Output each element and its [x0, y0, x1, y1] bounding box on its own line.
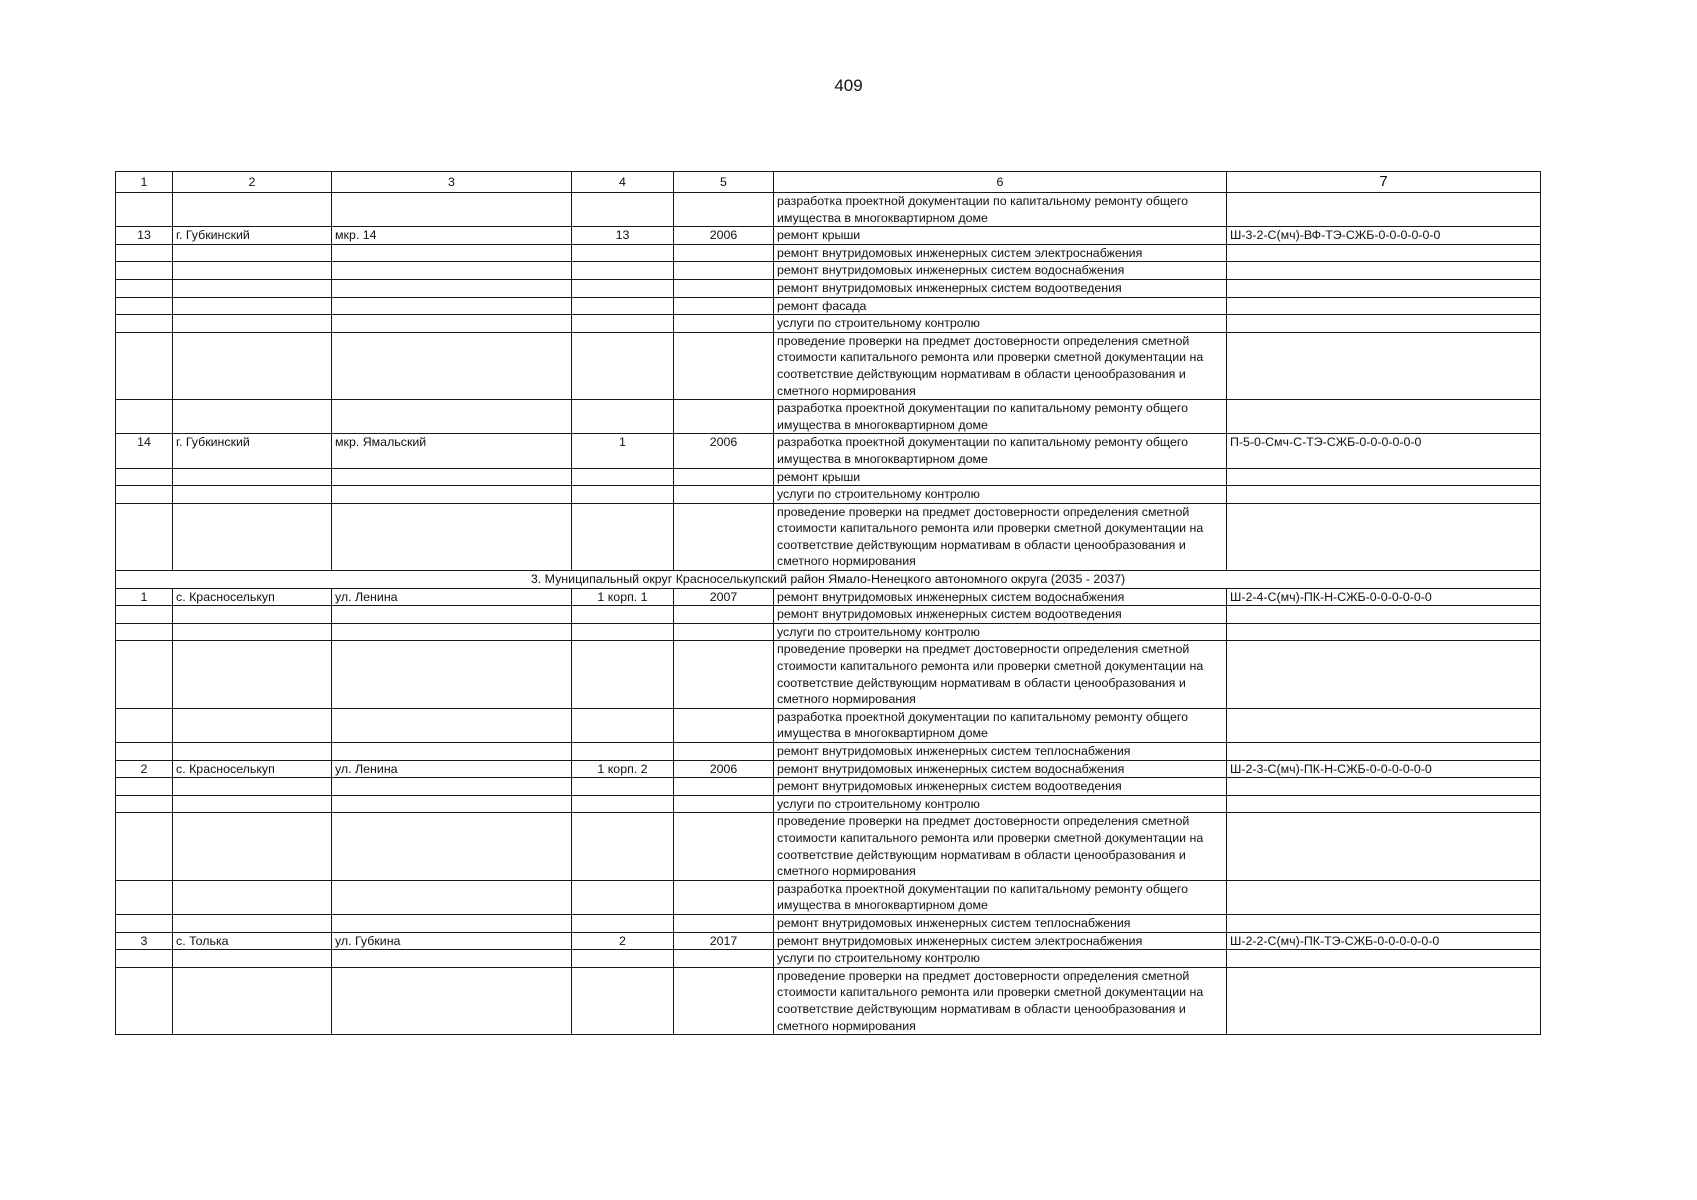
cell-year [674, 950, 774, 968]
cell-year [674, 967, 774, 1034]
cell-street [332, 778, 572, 796]
cell-house: 1 [572, 434, 674, 468]
cell-year [674, 914, 774, 932]
cell-street [332, 193, 572, 227]
cell-num [116, 315, 173, 333]
table-row [116, 434, 1541, 468]
cell-code [1227, 641, 1541, 708]
cell-settlement [173, 486, 332, 504]
cell-work-type: ремонт внутридомовых инженерных систем водоснабжения [774, 760, 1227, 778]
cell-year [674, 193, 774, 227]
cell-house: 1 корп. 2 [572, 760, 674, 778]
table-row [116, 743, 1541, 761]
cell-year [674, 400, 774, 434]
cell-settlement [173, 468, 332, 486]
cell-num [116, 623, 173, 641]
cell-num [116, 503, 173, 570]
cell-year: 2017 [674, 932, 774, 950]
cell-street [332, 967, 572, 1034]
cell-work-type: услуги по строительному контролю [774, 486, 1227, 504]
cell-street: мкр. 14 [332, 227, 572, 245]
cell-settlement [173, 950, 332, 968]
cell-work-type: ремонт внутридомовых инженерных систем теплоснабжения [774, 914, 1227, 932]
cell-year [674, 332, 774, 399]
table-body [116, 172, 1541, 1035]
cell-work-type: ремонт крыши [774, 227, 1227, 245]
cell-settlement [173, 606, 332, 624]
cell-year [674, 606, 774, 624]
cell-work-type: проведение проверки на предмет достоверности определения сметной стоимости капитального ремонта или проверки сметной документации на соответствие действующим нормативам в области ценообразования и сметного нормирования [774, 332, 1227, 399]
table-row [116, 967, 1541, 1034]
section-row [116, 571, 1541, 589]
cell-work-type: ремонт внутридомовых инженерных систем электроснабжения [774, 932, 1227, 950]
cell-num: 1 [116, 588, 173, 606]
cell-street [332, 623, 572, 641]
cell-settlement [173, 400, 332, 434]
cell-work-type: разработка проектной документации по капитальному ремонту общего имущества в многоквартирном доме [774, 880, 1227, 914]
cell-code [1227, 623, 1541, 641]
cell-settlement [173, 641, 332, 708]
cell-code [1227, 262, 1541, 280]
cell-house [572, 315, 674, 333]
cell-code [1227, 950, 1541, 968]
cell-code [1227, 813, 1541, 880]
cell-settlement [173, 708, 332, 742]
cell-street [332, 262, 572, 280]
cell-street [332, 503, 572, 570]
header-cell-3: 3 [332, 172, 572, 193]
cell-year [674, 486, 774, 504]
cell-year [674, 813, 774, 880]
table-row [116, 279, 1541, 297]
cell-house [572, 193, 674, 227]
cell-num [116, 795, 173, 813]
cell-work-type: ремонт внутридомовых инженерных систем водоотведения [774, 606, 1227, 624]
cell-num [116, 193, 173, 227]
cell-code: П-5-0-Смч-С-ТЭ-СЖБ-0-0-0-0-0-0 [1227, 434, 1541, 468]
cell-house [572, 743, 674, 761]
cell-work-type: разработка проектной документации по капитальному ремонту общего имущества в многоквартирном доме [774, 434, 1227, 468]
cell-house [572, 244, 674, 262]
cell-code [1227, 880, 1541, 914]
cell-street [332, 400, 572, 434]
cell-code [1227, 743, 1541, 761]
table-row [116, 468, 1541, 486]
header-cell-5: 5 [674, 172, 774, 193]
cell-house [572, 279, 674, 297]
cell-house [572, 880, 674, 914]
cell-code [1227, 778, 1541, 796]
cell-num [116, 813, 173, 880]
cell-code: Ш-2-4-С(мч)-ПК-Н-СЖБ-0-0-0-0-0-0 [1227, 588, 1541, 606]
cell-settlement [173, 795, 332, 813]
cell-work-type: проведение проверки на предмет достоверности определения сметной стоимости капитального ремонта или проверки сметной документации на соответствие действующим нормативам в области ценообразования и сметного нормирования [774, 813, 1227, 880]
cell-street: мкр. Ямальский [332, 434, 572, 468]
cell-settlement [173, 778, 332, 796]
cell-num: 2 [116, 760, 173, 778]
table-row [116, 503, 1541, 570]
cell-code [1227, 279, 1541, 297]
cell-street [332, 244, 572, 262]
cell-street [332, 468, 572, 486]
cell-work-type: ремонт фасада [774, 297, 1227, 315]
cell-street [332, 315, 572, 333]
table-row [116, 950, 1541, 968]
cell-street [332, 279, 572, 297]
cell-settlement [173, 743, 332, 761]
cell-code: Ш-2-2-С(мч)-ПК-ТЭ-СЖБ-0-0-0-0-0-0 [1227, 932, 1541, 950]
cell-code [1227, 708, 1541, 742]
cell-settlement: г. Губкинский [173, 434, 332, 468]
cell-year: 2006 [674, 434, 774, 468]
table-row [116, 932, 1541, 950]
table-row [116, 795, 1541, 813]
cell-code [1227, 332, 1541, 399]
cell-work-type: разработка проектной документации по капитальному ремонту общего имущества в многоквартирном доме [774, 708, 1227, 742]
cell-year [674, 623, 774, 641]
table-row [116, 486, 1541, 504]
cell-settlement [173, 315, 332, 333]
cell-year [674, 279, 774, 297]
table-row [116, 332, 1541, 399]
cell-house [572, 297, 674, 315]
header-row [116, 172, 1541, 193]
cell-year: 2007 [674, 588, 774, 606]
cell-street [332, 332, 572, 399]
cell-year: 2006 [674, 760, 774, 778]
header-cell-7: 7 [1227, 172, 1541, 193]
cell-work-type: ремонт внутридомовых инженерных систем электроснабжения [774, 244, 1227, 262]
cell-year [674, 743, 774, 761]
cell-settlement [173, 244, 332, 262]
table-row [116, 760, 1541, 778]
table-row [116, 778, 1541, 796]
cell-year: 2006 [674, 227, 774, 245]
cell-num [116, 486, 173, 504]
cell-street [332, 641, 572, 708]
cell-house: 2 [572, 932, 674, 950]
table-row [116, 297, 1541, 315]
cell-work-type: проведение проверки на предмет достоверности определения сметной стоимости капитального ремонта или проверки сметной документации на соответствие действующим нормативам в области ценообразования и сметного нормирования [774, 967, 1227, 1034]
cell-settlement [173, 914, 332, 932]
cell-street [332, 795, 572, 813]
cell-work-type: ремонт крыши [774, 468, 1227, 486]
table-row [116, 400, 1541, 434]
cell-work-type: услуги по строительному контролю [774, 315, 1227, 333]
cell-code: Ш-3-2-С(мч)-ВФ-ТЭ-СЖБ-0-0-0-0-0-0 [1227, 227, 1541, 245]
cell-num [116, 297, 173, 315]
cell-year [674, 880, 774, 914]
cell-num [116, 332, 173, 399]
cell-house [572, 914, 674, 932]
cell-house [572, 606, 674, 624]
cell-code [1227, 967, 1541, 1034]
cell-num: 14 [116, 434, 173, 468]
cell-street [332, 743, 572, 761]
cell-street: ул. Ленина [332, 760, 572, 778]
cell-house [572, 262, 674, 280]
register-table [115, 171, 1541, 1035]
cell-code [1227, 795, 1541, 813]
table-row [116, 193, 1541, 227]
cell-num [116, 262, 173, 280]
cell-code: Ш-2-3-С(мч)-ПК-Н-СЖБ-0-0-0-0-0-0 [1227, 760, 1541, 778]
cell-house [572, 400, 674, 434]
cell-house [572, 332, 674, 399]
cell-street [332, 813, 572, 880]
cell-code [1227, 193, 1541, 227]
table-row [116, 880, 1541, 914]
table-row [116, 315, 1541, 333]
section-title: 3. Муниципальный округ Красноселькупский район Ямало-Ненецкого автономного округа (2035 - 2037) [116, 571, 1541, 589]
cell-street [332, 606, 572, 624]
cell-settlement [173, 880, 332, 914]
cell-num [116, 400, 173, 434]
cell-work-type: ремонт внутридомовых инженерных систем водоснабжения [774, 588, 1227, 606]
header-cell-4: 4 [572, 172, 674, 193]
cell-num [116, 279, 173, 297]
cell-house [572, 813, 674, 880]
cell-house [572, 795, 674, 813]
cell-code [1227, 468, 1541, 486]
cell-settlement: с. Красноселькуп [173, 588, 332, 606]
cell-work-type: проведение проверки на предмет достоверности определения сметной стоимости капитального ремонта или проверки сметной документации на соответствие действующим нормативам в области ценообразования и сметного нормирования [774, 503, 1227, 570]
cell-settlement [173, 262, 332, 280]
cell-num [116, 244, 173, 262]
cell-code [1227, 400, 1541, 434]
cell-code [1227, 297, 1541, 315]
cell-num: 13 [116, 227, 173, 245]
cell-settlement [173, 193, 332, 227]
table-row [116, 262, 1541, 280]
cell-work-type: услуги по строительному контролю [774, 623, 1227, 641]
cell-settlement: с. Красноселькуп [173, 760, 332, 778]
cell-work-type: услуги по строительному контролю [774, 950, 1227, 968]
cell-house [572, 486, 674, 504]
cell-year [674, 708, 774, 742]
cell-year [674, 795, 774, 813]
cell-num [116, 641, 173, 708]
cell-house [572, 623, 674, 641]
table-row [116, 244, 1541, 262]
cell-house [572, 468, 674, 486]
cell-street [332, 486, 572, 504]
cell-street [332, 708, 572, 742]
cell-work-type: ремонт внутридомовых инженерных систем водоотведения [774, 279, 1227, 297]
cell-year [674, 297, 774, 315]
cell-year [674, 778, 774, 796]
table-row [116, 708, 1541, 742]
cell-num [116, 950, 173, 968]
cell-year [674, 503, 774, 570]
cell-num [116, 778, 173, 796]
cell-settlement [173, 332, 332, 399]
cell-code [1227, 486, 1541, 504]
cell-num [116, 606, 173, 624]
header-cell-6: 6 [774, 172, 1227, 193]
cell-work-type: ремонт внутридомовых инженерных систем водоотведения [774, 778, 1227, 796]
table-row [116, 588, 1541, 606]
cell-settlement [173, 623, 332, 641]
cell-year [674, 262, 774, 280]
page-number: 409 [834, 76, 863, 95]
cell-house [572, 778, 674, 796]
cell-work-type: разработка проектной документации по капитальному ремонту общего имущества в многоквартирном доме [774, 400, 1227, 434]
cell-street: ул. Ленина [332, 588, 572, 606]
cell-year [674, 244, 774, 262]
cell-work-type: ремонт внутридомовых инженерных систем теплоснабжения [774, 743, 1227, 761]
cell-settlement [173, 813, 332, 880]
table-row [116, 641, 1541, 708]
cell-street: ул. Губкина [332, 932, 572, 950]
cell-code [1227, 503, 1541, 570]
cell-house [572, 950, 674, 968]
cell-settlement: г. Губкинский [173, 227, 332, 245]
cell-street [332, 297, 572, 315]
header-cell-2: 2 [173, 172, 332, 193]
cell-house [572, 641, 674, 708]
cell-work-type: проведение проверки на предмет достоверности определения сметной стоимости капитального ремонта или проверки сметной документации на соответствие действующим нормативам в области ценообразования и сметного нормирования [774, 641, 1227, 708]
table-row [116, 623, 1541, 641]
cell-street [332, 880, 572, 914]
cell-code [1227, 244, 1541, 262]
cell-num [116, 468, 173, 486]
cell-house [572, 967, 674, 1034]
table-row [116, 813, 1541, 880]
cell-work-type: разработка проектной документации по капитальному ремонту общего имущества в многоквартирном доме [774, 193, 1227, 227]
cell-num [116, 967, 173, 1034]
cell-year [674, 468, 774, 486]
cell-num [116, 708, 173, 742]
table-row [116, 227, 1541, 245]
cell-street [332, 950, 572, 968]
cell-street [332, 914, 572, 932]
cell-house [572, 503, 674, 570]
cell-work-type: ремонт внутридомовых инженерных систем водоснабжения [774, 262, 1227, 280]
cell-house [572, 708, 674, 742]
cell-settlement [173, 279, 332, 297]
cell-code [1227, 606, 1541, 624]
cell-num [116, 743, 173, 761]
cell-code [1227, 914, 1541, 932]
cell-house: 1 корп. 1 [572, 588, 674, 606]
cell-code [1227, 315, 1541, 333]
cell-num [116, 914, 173, 932]
cell-settlement [173, 967, 332, 1034]
table-row [116, 914, 1541, 932]
header-cell-1: 1 [116, 172, 173, 193]
cell-num: 3 [116, 932, 173, 950]
cell-year [674, 641, 774, 708]
cell-work-type: услуги по строительному контролю [774, 795, 1227, 813]
cell-num [116, 880, 173, 914]
cell-year [674, 315, 774, 333]
cell-house: 13 [572, 227, 674, 245]
cell-settlement: с. Толька [173, 932, 332, 950]
cell-settlement [173, 297, 332, 315]
table-row [116, 606, 1541, 624]
cell-settlement [173, 503, 332, 570]
